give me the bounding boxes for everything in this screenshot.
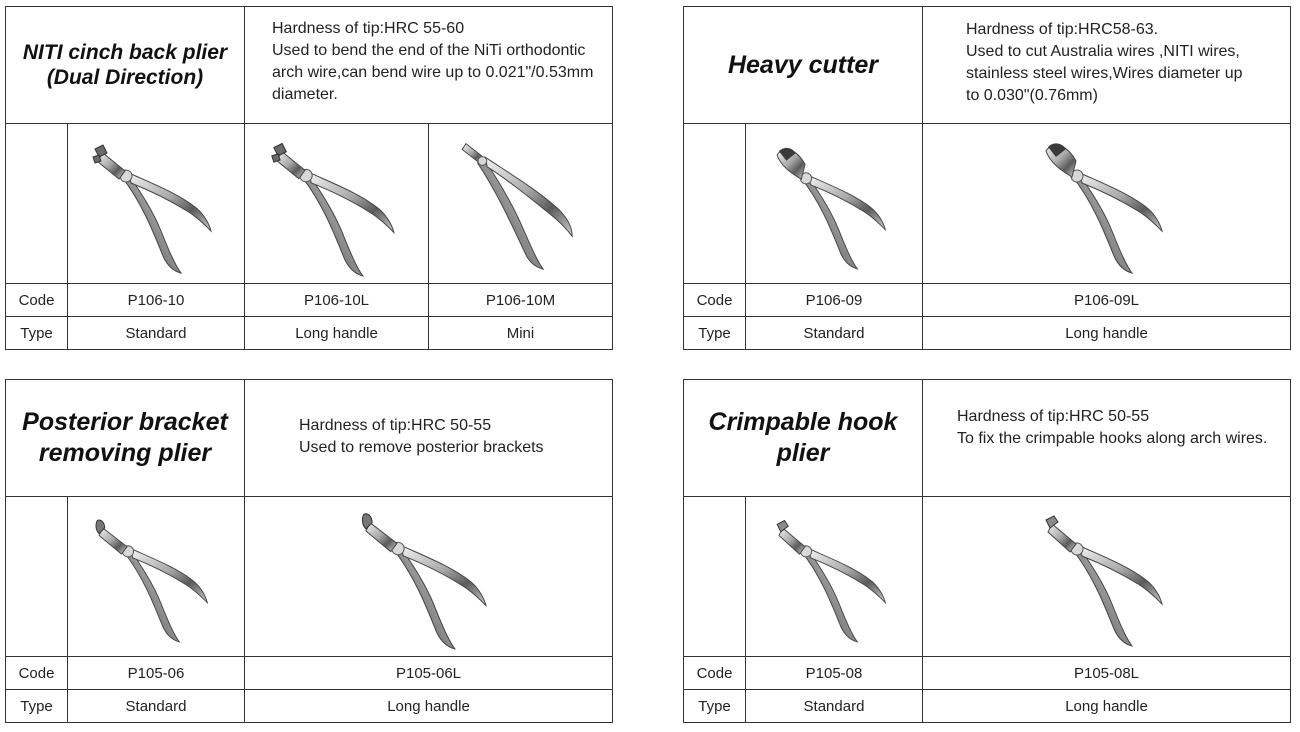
type-label: Type [20, 324, 53, 342]
product-description [966, 7, 1288, 123]
product-code: P106-10 [127, 291, 185, 309]
product-panel-niti-cinch-back-plier [5, 6, 613, 350]
product-type: Long handle [1065, 697, 1148, 715]
description-line: diameter. [272, 86, 338, 103]
plier-image [257, 129, 417, 279]
product-code: P105-06L [395, 664, 462, 682]
product-description [957, 380, 1290, 496]
product-panel-heavy-cutter [683, 6, 1291, 350]
product-image-cell [68, 124, 244, 283]
product-image-cell [746, 124, 922, 283]
plier-image [344, 502, 514, 652]
plier-image [764, 134, 904, 274]
product-code: P105-08 [805, 664, 863, 682]
code-label: Code [18, 664, 55, 682]
product-title-line: Posterior bracket [22, 408, 228, 436]
type-label: Type [698, 324, 731, 342]
product-image-cell [245, 497, 612, 656]
product-title [684, 380, 922, 496]
product-type: Mini [506, 324, 535, 342]
code-label: Code [696, 291, 733, 309]
description-line: Hardness of tip:HRC 55-60 [272, 20, 465, 37]
product-title-line: Heavy cutter [727, 51, 879, 79]
product-code: P106-10M [485, 291, 556, 309]
plier-image [81, 131, 231, 276]
plier-image [1032, 504, 1182, 649]
product-title-line: removing plier [38, 439, 212, 467]
description-line: Used to remove posterior brackets [299, 439, 544, 456]
description-line: Used to cut Australia wires ,NITI wires, [966, 43, 1240, 60]
product-title [6, 380, 244, 496]
product-code: P106-09L [1073, 291, 1140, 309]
product-type: Long handle [295, 324, 378, 342]
plier-image [86, 507, 226, 647]
product-image-cell [68, 497, 244, 656]
product-description [299, 380, 609, 496]
product-title [684, 7, 922, 123]
product-title-line: (Dual Direction) [46, 66, 204, 89]
product-image-cell [429, 124, 612, 283]
product-title [6, 7, 244, 123]
plier-image [1032, 131, 1182, 276]
description-line: arch wire,can bend wire up to 0.021"/0.53mm [272, 64, 594, 81]
product-image-cell [245, 124, 428, 283]
description-line: Used to bend the end of the NiTi orthodontic [272, 42, 586, 59]
product-image-cell [746, 497, 922, 656]
product-description [272, 7, 612, 123]
product-code: P106-10L [303, 291, 370, 309]
product-code: P106-09 [805, 291, 863, 309]
product-code: P105-06 [127, 664, 185, 682]
product-type: Standard [803, 324, 865, 342]
product-title-line: Crimpable hook [708, 408, 898, 436]
product-type: Standard [125, 324, 187, 342]
product-panel-posterior-bracket-removing-plier [5, 379, 613, 723]
product-title-line: plier [776, 439, 830, 467]
product-type: Standard [125, 697, 187, 715]
product-type: Standard [803, 697, 865, 715]
code-label: Code [696, 664, 733, 682]
code-label: Code [18, 291, 55, 309]
description-line: Hardness of tip:HRC 50-55 [299, 417, 492, 434]
plier-image [764, 507, 904, 647]
product-title-line: NITI cinch back plier [22, 41, 228, 64]
description-line: to 0.030"(0.76mm) [966, 87, 1098, 104]
plier-image [446, 134, 596, 274]
type-label: Type [20, 697, 53, 715]
product-type: Long handle [387, 697, 470, 715]
product-panel-crimpable-hook-plier [683, 379, 1291, 723]
product-image-cell [923, 497, 1290, 656]
description-line: Hardness of tip:HRC58-63. [966, 21, 1159, 38]
description-line: stainless steel wires,Wires diameter up [966, 65, 1243, 82]
description-line: Hardness of tip:HRC 50-55 [957, 408, 1150, 425]
product-type: Long handle [1065, 324, 1148, 342]
product-code: P105-08L [1073, 664, 1140, 682]
description-line: To fix the crimpable hooks along arch wires. [957, 430, 1268, 447]
product-image-cell [923, 124, 1290, 283]
type-label: Type [698, 697, 731, 715]
